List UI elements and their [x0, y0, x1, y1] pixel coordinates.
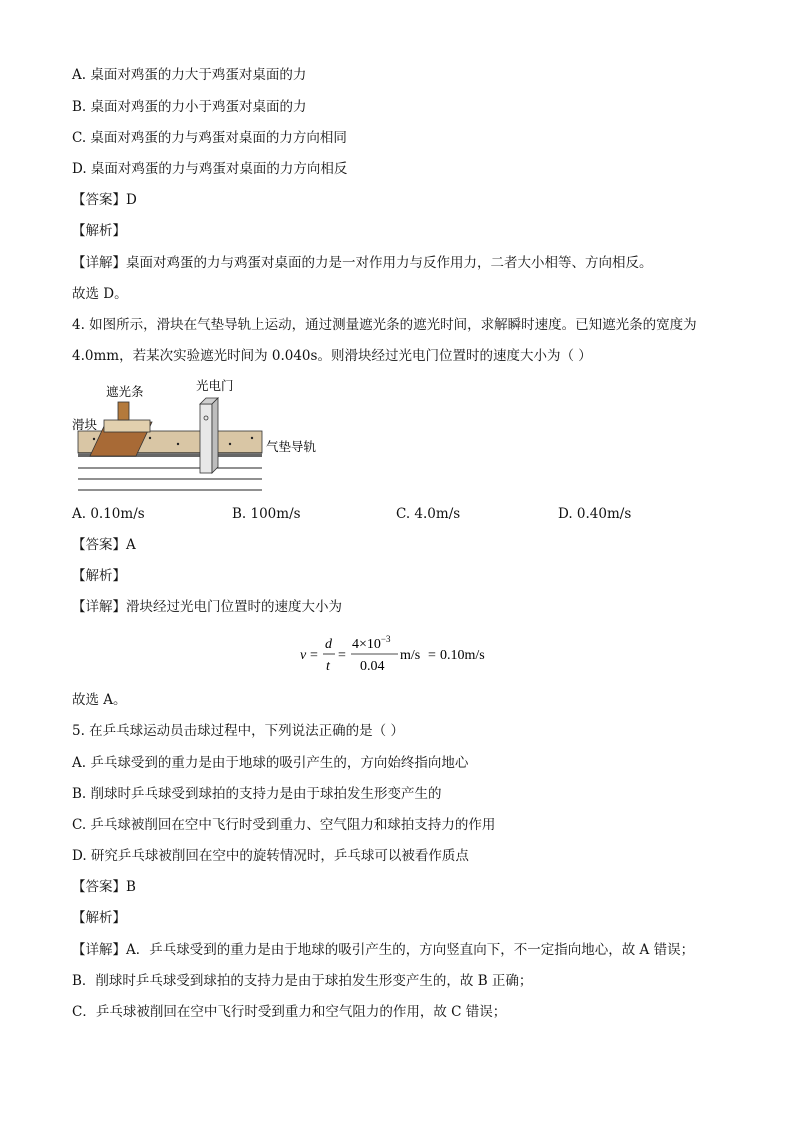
q5-analysis-tag: 【解析】: [72, 910, 126, 926]
q4-detail: [72, 598, 342, 616]
formula-num2-exp: −3: [380, 634, 391, 644]
answer-tag: 【答案】: [72, 192, 126, 208]
q5-detail-c: C．乒乓球被削回在空中飞行时受到重力和空气阻力的作用，故 C 错误；: [72, 1004, 507, 1020]
q4-answer: [72, 536, 136, 554]
detail-tag: 【详解】: [72, 942, 126, 958]
formula-num2-base: 4×10: [352, 637, 381, 652]
label-air-track: 气垫导轨: [266, 439, 317, 454]
q4-option-c: C. 4.0m/s: [396, 506, 461, 522]
formula-unit: m/s: [400, 648, 421, 663]
q4-conclusion: 故选 A。: [72, 692, 127, 708]
formula-num2: [352, 634, 391, 652]
formula-d: d: [325, 637, 332, 652]
detail-tag: 【详解】: [72, 599, 126, 615]
answer-tag: 【答案】: [72, 537, 126, 553]
detail-text: 滑块经过光电门位置时的速度大小为: [126, 599, 342, 615]
answer-value: D: [126, 192, 137, 208]
q3-analysis-tag: 【解析】: [72, 223, 126, 239]
q5-answer: [72, 878, 136, 896]
q3-option-c: C. 桌面对鸡蛋的力与鸡蛋对桌面的力方向相同: [72, 130, 347, 146]
slider-top: [104, 420, 150, 432]
q3-option-d: D. 桌面对鸡蛋的力与鸡蛋对桌面的力方向相反: [72, 161, 348, 177]
q4-analysis-tag: 【解析】: [72, 568, 126, 584]
label-shading-strip: 遮光条: [106, 384, 144, 399]
q5-option-d: D. 研究乒乓球被削回在空中的旋转情况时，乒乓球可以被看作质点: [72, 848, 469, 864]
detail-text: A．乒乓球受到的重力是由于地球的吸引产生的，方向竖直向下，不一定指向地心，故 A 错误；: [126, 942, 695, 958]
formula-t: t: [326, 659, 330, 674]
q5-option-c: C. 乒乓球被削回在空中飞行时受到重力、空气阻力和球拍支持力的作用: [72, 817, 496, 833]
formula-den2: 0.04: [360, 659, 385, 674]
detail-tag: 【详解】: [72, 255, 126, 271]
q5-detail-a: [72, 941, 694, 959]
q4-option-a: A. 0.10m/s: [72, 506, 145, 522]
air-track-figure: [72, 376, 342, 494]
q5-option-a: A. 乒乓球受到的重力是由于地球的吸引产生的，方向始终指向地心: [72, 755, 469, 771]
q3-option-a: A. 桌面对鸡蛋的力大于鸡蛋对桌面的力: [72, 67, 307, 83]
photogate: [200, 404, 212, 473]
formula-v: v: [300, 648, 307, 663]
q3-option-b: B. 桌面对鸡蛋的力小于鸡蛋对桌面的力: [72, 99, 307, 115]
photogate-side: [212, 398, 218, 473]
shading-strip: [118, 402, 129, 420]
q5-detail-b: B．削球时乒乓球受到球拍的支持力是由于球拍发生形变产生的，故 B 正确；: [72, 973, 533, 989]
q3-conclusion: 故选 D。: [72, 286, 128, 302]
answer-tag: 【答案】: [72, 879, 126, 895]
answer-value: A: [126, 537, 136, 553]
q4-option-b: B. 100m/s: [232, 506, 301, 522]
q3-detail: [72, 254, 653, 272]
formula-result: 0.10m/s: [440, 648, 485, 663]
answer-value: B: [126, 879, 136, 895]
q5-option-b: B. 削球时乒乓球受到球拍的支持力是由于球拍发生形变产生的: [72, 786, 442, 802]
detail-text: 桌面对鸡蛋的力与鸡蛋对桌面的力是一对作用力与反作用力，二者大小相等、方向相反。: [126, 255, 653, 271]
formula-eq1: =: [310, 648, 318, 663]
label-slider: 滑块: [72, 417, 98, 432]
q4-stem-line1: 4. 如图所示，滑块在气垫导轨上运动，通过测量遮光条的遮光时间，求解瞬时速度。已知遮光条的宽度为: [72, 317, 697, 333]
formula-eq2: =: [338, 648, 346, 663]
q4-option-d: D. 0.40m/s: [558, 506, 632, 522]
q3-answer: [72, 191, 137, 209]
q4-stem-line2: 4.0mm，若某次实验遮光时间为 0.040s。则滑块经过光电门位置时的速度大小为（ ）: [72, 348, 592, 364]
formula-eq3: =: [428, 648, 436, 663]
velocity-formula: [298, 632, 498, 676]
label-photogate: 光电门: [196, 378, 234, 393]
q5-stem: 5. 在乒乓球运动员击球过程中，下列说法正确的是（ ）: [72, 723, 404, 739]
